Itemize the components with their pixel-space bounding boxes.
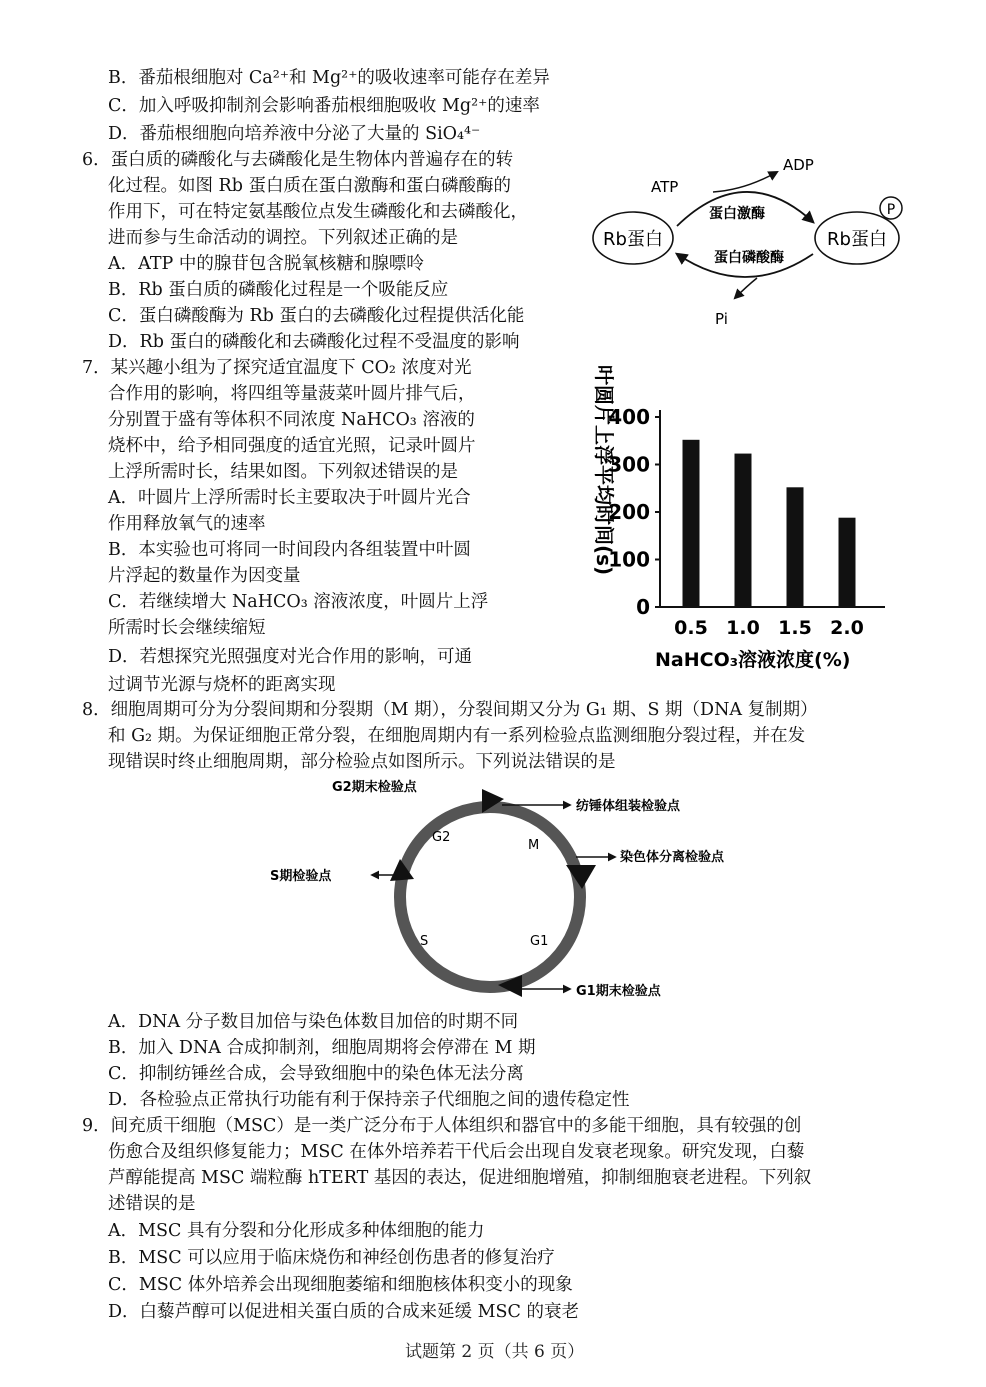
q9-stem-line-1: 9．间充质干细胞（MSC）是一类广泛分布于人体组织和器官中的多能干细胞，具有较强的创 (82, 1116, 802, 1136)
pi-label: Pi (715, 310, 728, 328)
m-checkpoint-arrowhead (566, 865, 596, 889)
x-axis-title: NaHCO₃溶液浓度(%) (655, 649, 851, 671)
q8-stem-line-2: 和 G₂ 期。为保证细胞正常分裂，在细胞周期内有一系列检验点监测细胞分裂过程，并在发 (108, 726, 806, 746)
bar (787, 487, 804, 607)
q8-stem-line-1: 8．细胞周期可分为分裂间期和分裂期（M 期），分裂间期又分为 G₁ 期、S 期（DNA 复制期） (82, 700, 818, 720)
q9-option-b: B．MSC 可以应用于临床烧伤和神经创伤患者的修复治疗 (108, 1248, 555, 1268)
y-tick-label: 100 (608, 547, 650, 572)
q5-option-c: C．加入呼吸抑制剂会影响番茄根细胞吸收 Mg²⁺的速率 (108, 96, 540, 116)
q7-option-a-line-2: 作用释放氧气的速率 (108, 514, 266, 534)
q8-option-a: A．DNA 分子数目加倍与染色体数目加倍的时期不同 (108, 1012, 519, 1032)
q7-option-b-line-1: B．本实验也可将同一时间段内各组装置中叶圆 (108, 540, 471, 560)
q9-stem-line-4: 述错误的是 (108, 1194, 196, 1214)
y-tick-label: 400 (608, 405, 650, 429)
page-footer: 试题第 2 页（共 6 页） (405, 1342, 585, 1362)
q7-option-b-line-2: 片浮起的数量作为因变量 (108, 566, 301, 586)
q6-stem-line-1: 6．蛋白质的磷酸化与去磷酸化是生物体内普遍存在的转 (82, 150, 514, 170)
q9-stem-line-3: 芦醇能提高 MSC 端粒酶 hTERT 基因的表达，促进细胞增殖，抑制细胞衰老进程。下列叙 (108, 1168, 812, 1188)
kinase-label: 蛋白激酶 (709, 206, 765, 222)
q9-stem-line-2: 伤愈合及组织修复能力；MSC 在体外培养若干代后会出现自发衰老现象。研究发现，白藜 (108, 1142, 805, 1162)
cell-cycle-ring (400, 807, 580, 987)
q6-stem-line-4: 进而参与生命活动的调控。下列叙述正确的是 (108, 228, 458, 248)
q7-option-d-line-2: 过调节光源与烧杯的距离实现 (108, 675, 336, 695)
y-tick-label: 300 (608, 452, 650, 477)
q7-stem-line-1: 7．某兴趣小组为了探究适宜温度下 CO₂ 浓度对光 (82, 358, 472, 378)
rb-right-label: Rb蛋白 (827, 229, 887, 250)
s-phase-label: S (420, 934, 429, 949)
y-tick-label: 200 (608, 500, 650, 524)
q6-option-b: B．Rb 蛋白质的磷酸化过程是一个吸能反应 (108, 280, 449, 300)
q5-option-d: D．番茄根细胞向培养液中分泌了大量的 SiO₄⁴⁻ (108, 124, 481, 144)
x-tick-label: 2.0 (830, 617, 864, 639)
g1-checkpoint-label: G1期末检验点 (576, 984, 661, 999)
chrom-checkpoint-label: 染色体分离检验点 (620, 850, 725, 865)
q7-stem-line-4: 烧杯中，给予相同强度的适宜光照，记录叶圆片 (108, 436, 476, 456)
rb-phosphorylation-diagram (585, 150, 915, 330)
q7-option-d-line-1: D．若想探究光照强度对光合作用的影响，可通 (108, 647, 473, 667)
q6-option-a: A．ATP 中的腺苷包含脱氧核糖和腺嘌呤 (108, 254, 424, 274)
q9-option-d: D．白藜芦醇可以促进相关蛋白质的合成来延缓 MSC 的衰老 (108, 1302, 579, 1322)
cell-cycle-diagram (260, 775, 780, 1010)
adp-arrow (713, 172, 777, 192)
q8-stem-line-3: 现错误时终止细胞周期，部分检验点如图所示。下列说法错误的是 (108, 752, 616, 772)
g1-checkpoint-arrowhead (498, 975, 522, 997)
atp-label: ATP (651, 178, 679, 196)
rb-left-label: Rb蛋白 (603, 229, 663, 250)
y-tick-label: 0 (636, 595, 650, 619)
q7-option-a-line-1: A．叶圆片上浮所需时长主要取决于叶圆片光合 (108, 488, 471, 508)
g1-phase-label: G1 (530, 934, 549, 949)
q5-option-b: B．番茄根细胞对 Ca²⁺和 Mg²⁺的吸收速率可能存在差异 (108, 68, 550, 88)
bar (735, 454, 752, 607)
q7-stem-line-2: 合作用的影响，将四组等量菠菜叶圆片排气后， (108, 384, 476, 404)
q8-option-b: B．加入 DNA 合成抑制剂，细胞周期将会停滞在 M 期 (108, 1038, 536, 1058)
bar (683, 440, 700, 607)
phosphate-label: P (886, 202, 896, 218)
q6-option-c: C．蛋白磷酸酶为 Rb 蛋白的去磷酸化过程提供活化能 (108, 306, 525, 326)
q7-option-c-line-2: 所需时长会继续缩短 (108, 618, 266, 638)
q9-option-a: A．MSC 具有分裂和分化形成多种体细胞的能力 (108, 1221, 485, 1241)
y-axis-title: 叶圆片上浮平均时间(s) (592, 365, 616, 576)
s-checkpoint-label: S期检验点 (270, 869, 332, 884)
m-phase-label: M (528, 838, 540, 853)
x-tick-label: 1.0 (726, 617, 760, 639)
g2-checkpoint-label: G2期末检验点 (332, 780, 417, 795)
q8-option-d: D．各检验点正常执行功能有利于保持亲子代细胞之间的遗传稳定性 (108, 1090, 630, 1110)
phosphatase-label: 蛋白磷酸酶 (714, 250, 784, 266)
adp-label: ADP (783, 156, 814, 174)
bar (839, 518, 856, 607)
q7-stem-line-5: 上浮所需时长，结果如图。下列叙述错误的是 (108, 462, 458, 482)
pi-arrow (735, 278, 757, 298)
x-tick-label: 0.5 (674, 617, 708, 639)
q7-option-c-line-1: C．若继续增大 NaHCO₃ 溶液浓度，叶圆片上浮 (108, 592, 489, 612)
q7-stem-line-3: 分别置于盛有等体积不同浓度 NaHCO₃ 溶液的 (108, 410, 475, 430)
q9-option-c: C．MSC 体外培养会出现细胞萎缩和细胞核体积变小的现象 (108, 1275, 573, 1295)
bar-chart (575, 360, 905, 680)
q6-stem-line-2: 化过程。如图 Rb 蛋白质在蛋白激酶和蛋白磷酸酶的 (108, 176, 512, 196)
x-tick-label: 1.5 (778, 617, 812, 639)
q6-stem-line-3: 作用下，可在特定氨基酸位点发生磷酸化和去磷酸化， (108, 202, 528, 222)
q6-option-d: D．Rb 蛋白的磷酸化和去磷酸化过程不受温度的影响 (108, 332, 520, 352)
q8-option-c: C．抑制纺锤丝合成，会导致细胞中的染色体无法分离 (108, 1064, 524, 1084)
spindle-checkpoint-label: 纺锤体组装检验点 (576, 799, 681, 814)
g2-phase-label: G2 (432, 830, 451, 845)
